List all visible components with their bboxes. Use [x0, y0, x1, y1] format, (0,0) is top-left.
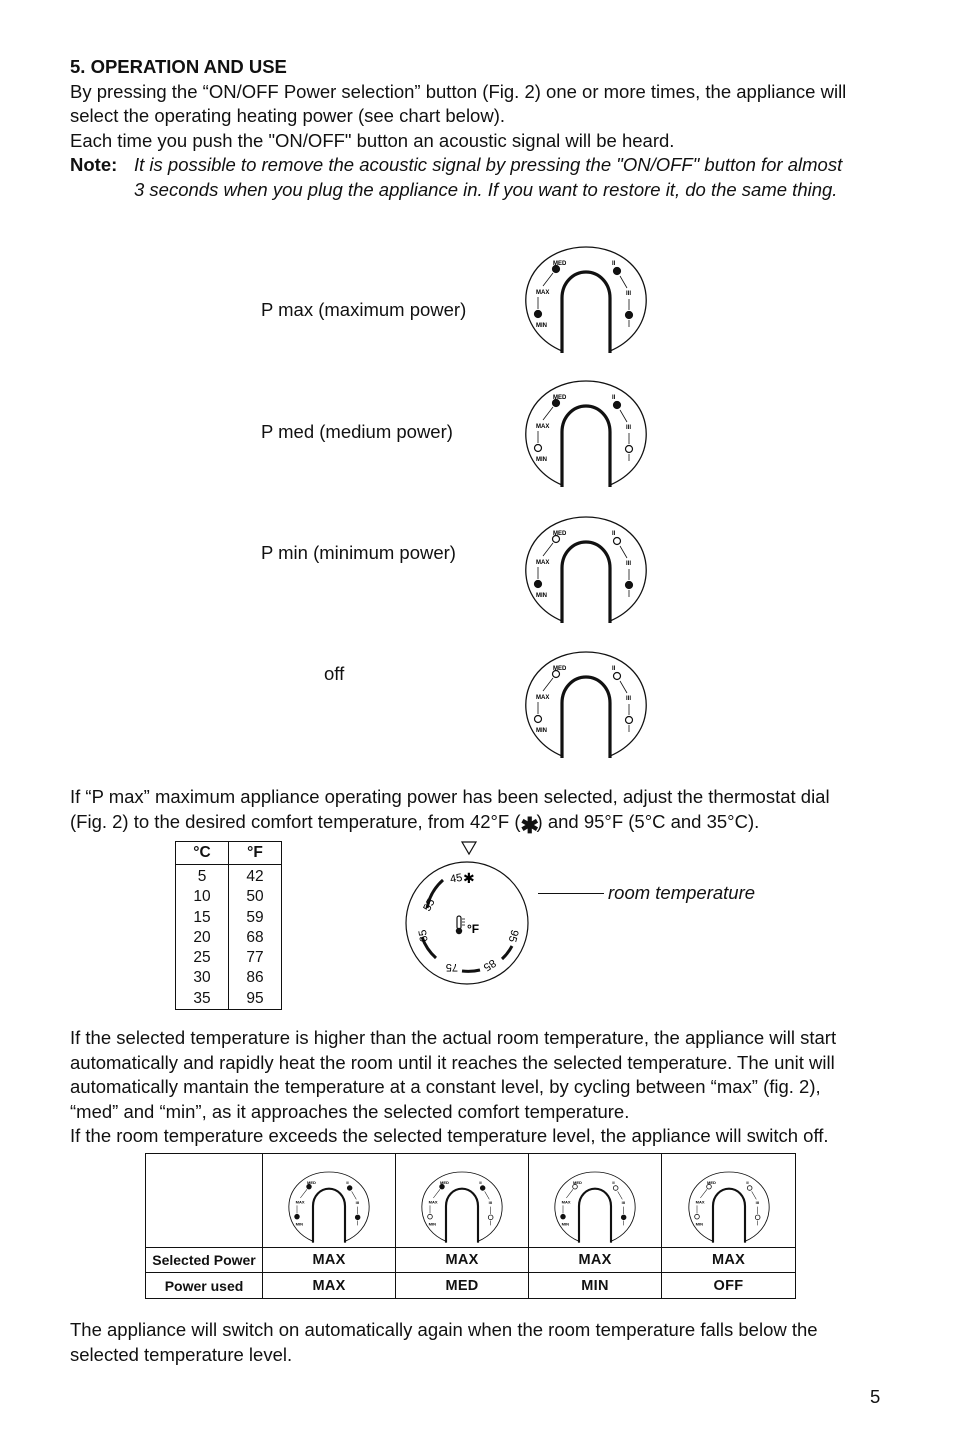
med-label: MED: [553, 395, 567, 401]
ii-indicator: [614, 538, 621, 545]
power-dial-body: [526, 652, 646, 758]
dial-mark-85: 85: [481, 956, 498, 974]
ii-indicator: [614, 268, 621, 275]
ii-label: II: [612, 395, 616, 401]
iii-label: III: [755, 1200, 759, 1205]
cycle-line-3: automatically mantain the temperature at a constant level, by cycling between “max” (fig. 2),: [70, 1076, 821, 1097]
thermostat-line-2: (Fig. 2) to the desired comfort temperature, from 42°F (✱) and 95°F (5°C and 35°C).: [70, 810, 760, 838]
dial-mark-55: 55: [421, 897, 438, 914]
fahrenheit-column: 42 50 59 68 77 86 95: [229, 865, 282, 1010]
intro-line-1: By pressing the “ON/OFF Power selection” button (Fig. 2) one or more times, the appliance will: [70, 80, 847, 102]
selected-power-value: MAX: [529, 1248, 662, 1273]
power-dial-body: [289, 1172, 369, 1243]
note-label: Note:: [70, 154, 118, 175]
min-indicator: [535, 311, 542, 318]
intro-block: [70, 55, 890, 153]
dial-mark-45: 45: [449, 871, 464, 886]
fahrenheit-header: °F: [229, 842, 282, 865]
power-table-selected-row: [146, 1248, 796, 1273]
med-label: MED: [706, 1180, 716, 1185]
dial-unit: °F: [467, 922, 480, 936]
power-dial-body: [526, 381, 646, 487]
ii-indicator: [613, 1186, 618, 1191]
power-dial-pmin: [523, 513, 649, 626]
intro-line-3: Each time you push the "ON/OFF" button an acoustic signal will be heard.: [70, 129, 675, 151]
max-label: MAX: [695, 1199, 705, 1205]
power-table-dial-cell: [529, 1154, 662, 1248]
page-number: 5: [870, 1386, 881, 1407]
i-indicator: [626, 312, 633, 319]
temperature-table-body: [176, 865, 282, 1010]
min-label: MIN: [695, 1221, 703, 1227]
min-indicator: [694, 1214, 699, 1219]
dial-snowflake-icon: ✱: [463, 871, 475, 887]
thermostat-line-1: If “P max” maximum appliance operating power has been selected, adjust the thermostat dial: [70, 786, 830, 807]
final-line-2: selected temperature level.: [70, 1343, 293, 1365]
cycle-line-2: automatically and rapidly heat the room until it reaches the selected temperature. The unit will: [70, 1051, 835, 1073]
power-table-dial-row: [146, 1154, 796, 1248]
med-label: MED: [553, 666, 567, 672]
med-indicator: [706, 1184, 711, 1189]
max-label: MAX: [536, 695, 550, 701]
intro-line-2: select the operating heating power (see chart below).: [70, 105, 506, 126]
room-temperature-label: room temperature: [608, 882, 756, 903]
ii-label: II: [612, 666, 616, 672]
dial-mark-75: 75: [445, 961, 458, 973]
power-used-value: MAX: [263, 1273, 396, 1299]
i-indicator: [626, 717, 633, 724]
temperature-table: [175, 841, 282, 1010]
mode-label-off: off: [324, 663, 345, 684]
min-label: MIN: [536, 593, 547, 599]
power-table-used-row: [146, 1273, 796, 1299]
power-used-value: OFF: [662, 1273, 796, 1299]
iii-label: III: [626, 425, 632, 431]
mode-label-pmax: P max (maximum power): [261, 299, 467, 320]
max-label: MAX: [536, 290, 550, 296]
power-used-value: MIN: [529, 1273, 662, 1299]
note-line-1: It is possible to remove the acoustic signal by pressing the "ON/OFF" button for almost: [134, 154, 843, 175]
med-indicator: [573, 1184, 578, 1189]
selected-power-value: MAX: [396, 1248, 529, 1273]
table-dial-min: [553, 1169, 637, 1245]
max-label: MAX: [536, 560, 550, 566]
max-label: MAX: [561, 1199, 571, 1205]
dial-pointer-icon: [462, 842, 476, 854]
power-used-value: MED: [396, 1273, 529, 1299]
ii-label: II: [479, 1180, 482, 1185]
min-indicator: [535, 445, 542, 452]
min-indicator: [535, 581, 542, 588]
ii-indicator: [614, 673, 621, 680]
min-label: MIN: [536, 728, 547, 734]
i-indicator: [626, 582, 633, 589]
temperature-table-header: [176, 842, 282, 865]
min-label: MIN: [536, 457, 547, 463]
i-indicator: [355, 1215, 360, 1220]
max-label: MAX: [536, 424, 550, 430]
thermostat-dial[interactable]: [400, 838, 540, 988]
note-line-2: 3 seconds when you plug the appliance in. If you want to restore it, do the same thing.: [134, 178, 838, 200]
cycle-line-1: If the selected temperature is higher than the actual room temperature, the appliance will start: [70, 1027, 837, 1048]
i-indicator: [626, 446, 633, 453]
min-label: MIN: [536, 323, 547, 329]
mode-label-pmin: P min (minimum power): [261, 542, 456, 563]
i-indicator: [621, 1215, 626, 1220]
med-label: MED: [553, 531, 567, 537]
power-table-empty-cell: [146, 1154, 263, 1248]
cycle-line-5: If the room temperature exceeds the selected temperature level, the appliance will switch off.: [70, 1125, 829, 1146]
iii-label: III: [626, 291, 632, 297]
min-indicator: [428, 1214, 433, 1219]
med-label: MED: [307, 1180, 316, 1185]
power-dial-body: [555, 1172, 635, 1243]
selected-power-value: MAX: [662, 1248, 796, 1273]
power-dial-body: [688, 1172, 768, 1243]
min-label: MIN: [295, 1221, 304, 1227]
iii-label: III: [355, 1200, 360, 1205]
section-title: 5. OPERATION AND USE: [70, 56, 287, 77]
thermostat-paragraph: [70, 785, 890, 838]
table-dial-med: [420, 1169, 504, 1245]
ii-label: II: [346, 1180, 349, 1185]
power-dial-body: [422, 1172, 502, 1243]
power-dial-off: [523, 648, 649, 761]
final-line-1: The appliance will switch on automatically again when the room temperature falls below the: [70, 1319, 818, 1340]
celsius-header: °C: [176, 842, 229, 865]
row-label-power-used: Power used: [146, 1273, 263, 1299]
room-temperature-leader-line: [538, 893, 604, 894]
ii-label: II: [612, 261, 616, 267]
power-dial-body: [526, 247, 646, 353]
med-indicator: [307, 1184, 312, 1189]
med-label: MED: [553, 261, 567, 267]
power-table-dial-cell: [662, 1154, 796, 1248]
i-indicator: [755, 1215, 760, 1220]
max-label: MAX: [428, 1199, 438, 1205]
cycle-line-4: “med” and “min”, as it approaches the selected comfort temperature.: [70, 1100, 630, 1122]
power-table-dial-cell: [396, 1154, 529, 1248]
ii-indicator: [614, 402, 621, 409]
ii-indicator: [747, 1186, 752, 1191]
table-dial-max: [287, 1169, 371, 1245]
dial-mark-65: 65: [416, 928, 431, 943]
selected-power-value: MAX: [263, 1248, 396, 1273]
iii-label: III: [488, 1200, 493, 1205]
power-dial-body: [526, 517, 646, 623]
ii-indicator: [347, 1186, 352, 1191]
table-dial-off: [687, 1169, 771, 1245]
iii-label: III: [621, 1200, 626, 1205]
i-indicator: [488, 1215, 493, 1220]
cycle-paragraph: [70, 1026, 890, 1149]
row-label-selected-power: Selected Power: [146, 1248, 263, 1273]
power-table: [145, 1153, 796, 1299]
iii-label: III: [626, 561, 632, 567]
med-label: MED: [440, 1180, 449, 1185]
snowflake-icon: ✱: [520, 812, 539, 838]
ii-label: II: [612, 1180, 615, 1185]
max-label: MAX: [295, 1199, 305, 1205]
power-dial-pmax: [523, 243, 649, 356]
min-indicator: [295, 1214, 300, 1219]
thermometer-icon: [456, 916, 465, 934]
dial-mark-95: 95: [505, 928, 521, 944]
celsius-column: 5 10 15 20 25 30 35: [176, 865, 229, 1010]
min-indicator: [535, 716, 542, 723]
ii-label: II: [612, 531, 616, 537]
mode-label-pmed: P med (medium power): [261, 421, 453, 442]
min-label: MIN: [428, 1221, 437, 1227]
med-label: MED: [573, 1180, 582, 1185]
iii-label: III: [626, 696, 632, 702]
ii-label: II: [745, 1180, 749, 1185]
final-paragraph: [70, 1318, 890, 1367]
power-table-dial-cell: [263, 1154, 396, 1248]
min-label: MIN: [561, 1221, 570, 1227]
power-dial-pmed: [523, 377, 649, 490]
ii-indicator: [480, 1186, 485, 1191]
med-indicator: [440, 1184, 445, 1189]
min-indicator: [561, 1214, 566, 1219]
